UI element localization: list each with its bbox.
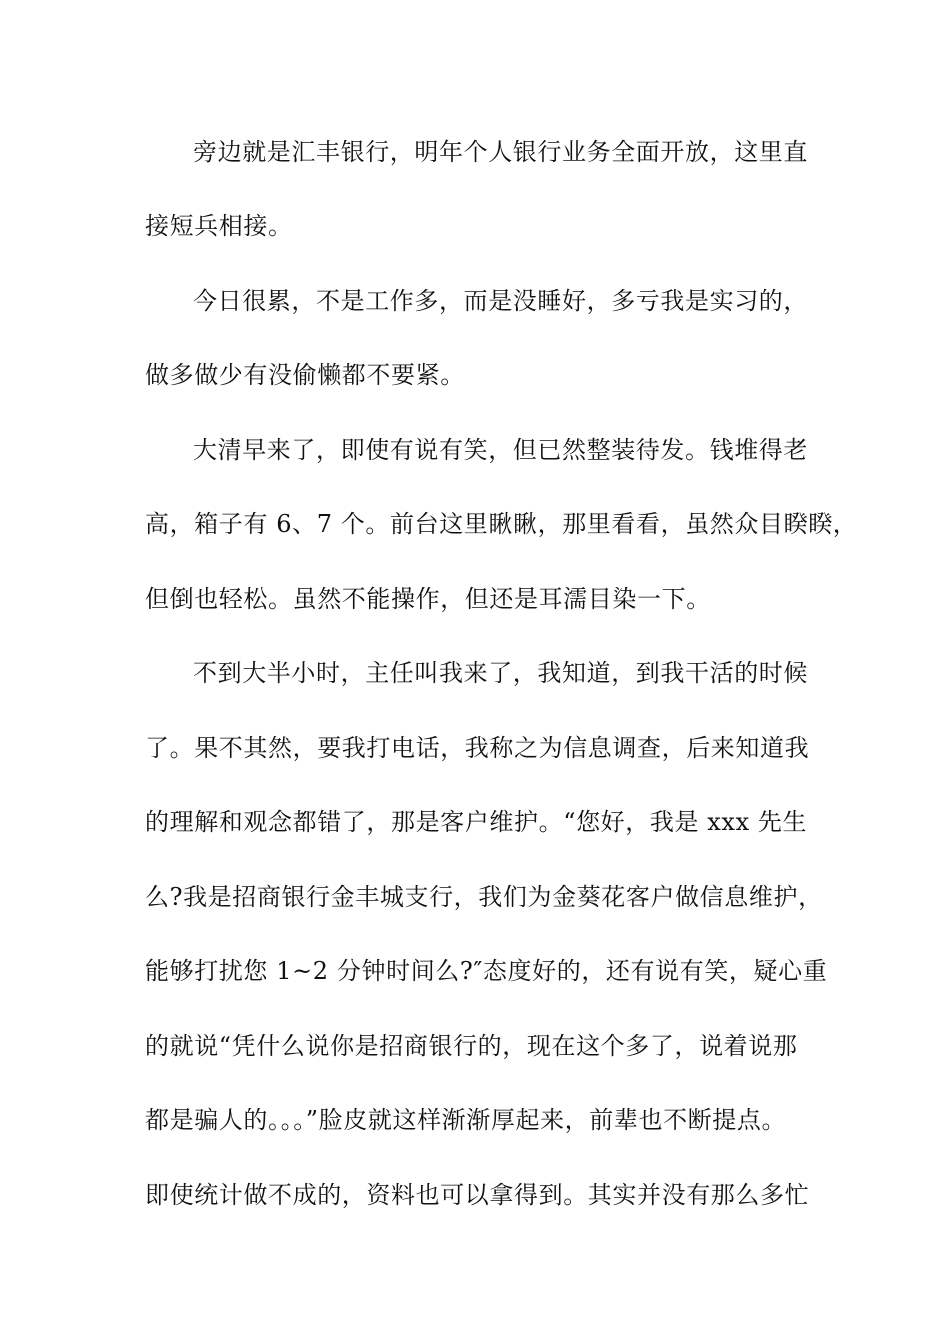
paragraph-4-line-5: 能够打扰您 1~2 分钟时间么?″态度好的，还有说有笑，疑心重	[145, 957, 828, 985]
paragraph-1-line-1: 旁边就是汇丰银行，明年个人银行业务全面开放，这里直	[193, 138, 808, 166]
paragraph-4-line-2: 了。果不其然，要我打电话，我称之为信息调查，后来知道我	[145, 734, 810, 762]
paragraph-4-line-6: 的就说“凭什么说你是招商银行的，现在这个多了，说着说那	[145, 1032, 798, 1060]
paragraph-4-line-4: 么?我是招商银行金丰城支行，我们为金葵花客户做信息维护，	[145, 883, 823, 911]
paragraph-3-line-1: 大清早来了，即使有说有笑，但已然整装待发。钱堆得老	[193, 436, 808, 464]
paragraph-4-line-8: 即使统计做不成的，资料也可以拿得到。其实并没有那么多忙	[145, 1181, 810, 1209]
paragraph-2-line-2: 做多做少有没偷懒都不要紧。	[145, 361, 465, 389]
paragraph-3-line-2: 高，箱子有 6、7 个。前台这里瞅瞅，那里看看，虽然众目睽睽，	[145, 510, 858, 538]
paragraph-4-line-1: 不到大半小时，主任叫我来了，我知道，到我干活的时候	[193, 659, 808, 687]
paragraph-4-line-7: 都是骗人的。。。”脸皮就这样渐渐厚起来，前辈也不断提点。	[145, 1106, 787, 1134]
paragraph-4-line-3: 的理解和观念都错了，那是客户维护。“您好，我是 xxx 先生	[145, 808, 808, 836]
paragraph-3-line-3: 但倒也轻松。虽然不能操作，但还是耳濡目染一下。	[145, 585, 711, 613]
paragraph-1-line-2: 接短兵相接。	[145, 212, 293, 240]
paragraph-2-line-1: 今日很累，不是工作多，而是没睡好，多亏我是实习的，	[193, 287, 808, 315]
